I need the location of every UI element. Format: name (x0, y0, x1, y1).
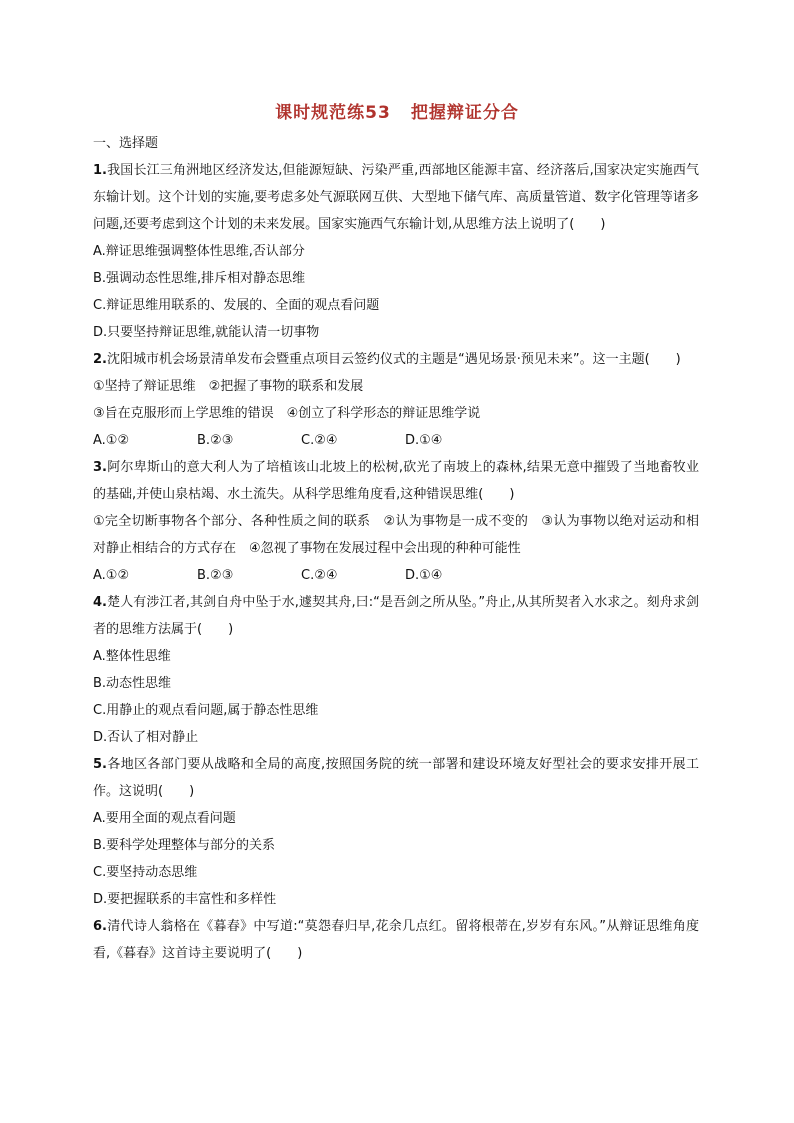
question-text: 阿尔卑斯山的意大利人为了培植该山北坡上的松树,砍光了南坡上的森林,结果无意中摧毁了当地畜牧业的基础,并使山泉枯竭、水土流失。从科学思维角度看,这种错误思维( ) (93, 460, 699, 502)
option-d: D.①④ (405, 568, 443, 583)
option-d: D.①④ (405, 433, 443, 448)
option-b: B.②③ (197, 568, 234, 583)
question-3-options (93, 562, 699, 589)
question-2-stem (93, 346, 699, 373)
option-a: A.①② (93, 568, 130, 583)
option-a: A.①② (93, 433, 130, 448)
page-title (0, 98, 794, 123)
question-number: 4. (93, 595, 107, 610)
question-4-option-b: B.动态性思维 (93, 676, 172, 691)
question-number: 5. (93, 757, 107, 772)
option-c: C.②④ (301, 568, 338, 583)
question-text: 清代诗人翁格在《暮春》中写道:“莫怨春归早,花余几点红。留将根蒂在,岁岁有东风。”从辩证思维角度看,《暮春》这首诗主要说明了( ) (93, 919, 699, 961)
question-1-option-d: D.只要坚持辩证思维,就能认清一切事物 (93, 325, 320, 340)
question-number: 6. (93, 919, 107, 934)
question-1-stem (93, 157, 699, 238)
option-c: C.②④ (301, 433, 338, 448)
question-number: 2. (93, 352, 107, 367)
question-number: 3. (93, 460, 107, 475)
question-list (93, 130, 699, 967)
question-2-statements-1: ①坚持了辩证思维 ②把握了事物的联系和发展 (93, 379, 364, 394)
question-text: 沈阳城市机会场景清单发布会暨重点项目云签约仪式的主题是“遇见场景·预见未来”。这一主题( ) (106, 352, 681, 367)
question-1-option-b: B.强调动态性思维,排斥相对静态思维 (93, 271, 306, 286)
question-4-stem (93, 589, 699, 643)
question-text: 我国长江三角洲地区经济发达,但能源短缺、污染严重,西部地区能源丰富、经济落后,国家决定实施西气东输计划。这个计划的实施,要考虑多处气源联网互供、大型地下储气库、高质量管道、数字化管理等诸多问题,还要考虑到这个计划的未来发展。国家实施西气东输计划,从思维方法上说明了( ) (93, 163, 699, 232)
question-4-option-d: D.否认了相对静止 (93, 730, 199, 745)
question-4-option-c: C.用静止的观点看问题,属于静态性思维 (93, 703, 319, 718)
question-4-option-a: A.整体性思维 (93, 649, 171, 664)
question-5-option-c: C.要坚持动态思维 (93, 865, 198, 880)
question-5-option-a: A.要用全面的观点看问题 (93, 811, 236, 826)
question-1-option-c: C.辩证思维用联系的、发展的、全面的观点看问题 (93, 298, 380, 313)
title-lesson: 课时规范练53 (275, 103, 391, 123)
question-3-stem (93, 454, 699, 508)
question-5-option-b: B.要科学处理整体与部分的关系 (93, 838, 276, 853)
question-1-option-a: A.辩证思维强调整体性思维,否认部分 (93, 244, 305, 259)
question-text: 各地区各部门要从战略和全局的高度,按照国务院的统一部署和建设环境友好型社会的要求安排开展工作。这说明( ) (93, 757, 699, 799)
question-2-statements-2: ③旨在克服形而上学思维的错误 ④创立了科学形态的辩证思维学说 (93, 406, 481, 421)
question-5-option-d: D.要把握联系的丰富性和多样性 (93, 892, 277, 907)
question-3-statements: ①完全切断事物各个部分、各种性质之间的联系 ②认为事物是一成不变的 ③认为事物以绝对运动和相对静止相结合的方式存在 ④忽视了事物在发展过程中会出现的种种可能性 (93, 514, 699, 556)
title-topic: 把握辩证分合 (410, 103, 519, 123)
question-2-options (93, 427, 699, 454)
question-number: 1. (93, 163, 107, 178)
question-text: 楚人有涉江者,其剑自舟中坠于水,遽契其舟,曰:“是吾剑之所从坠。”舟止,从其所契者入水求之。刻舟求剑者的思维方法属于( ) (93, 595, 699, 637)
question-6-stem (93, 913, 699, 967)
section-heading: 一、选择题 (93, 136, 159, 151)
option-b: B.②③ (197, 433, 234, 448)
question-5-stem (93, 751, 699, 805)
